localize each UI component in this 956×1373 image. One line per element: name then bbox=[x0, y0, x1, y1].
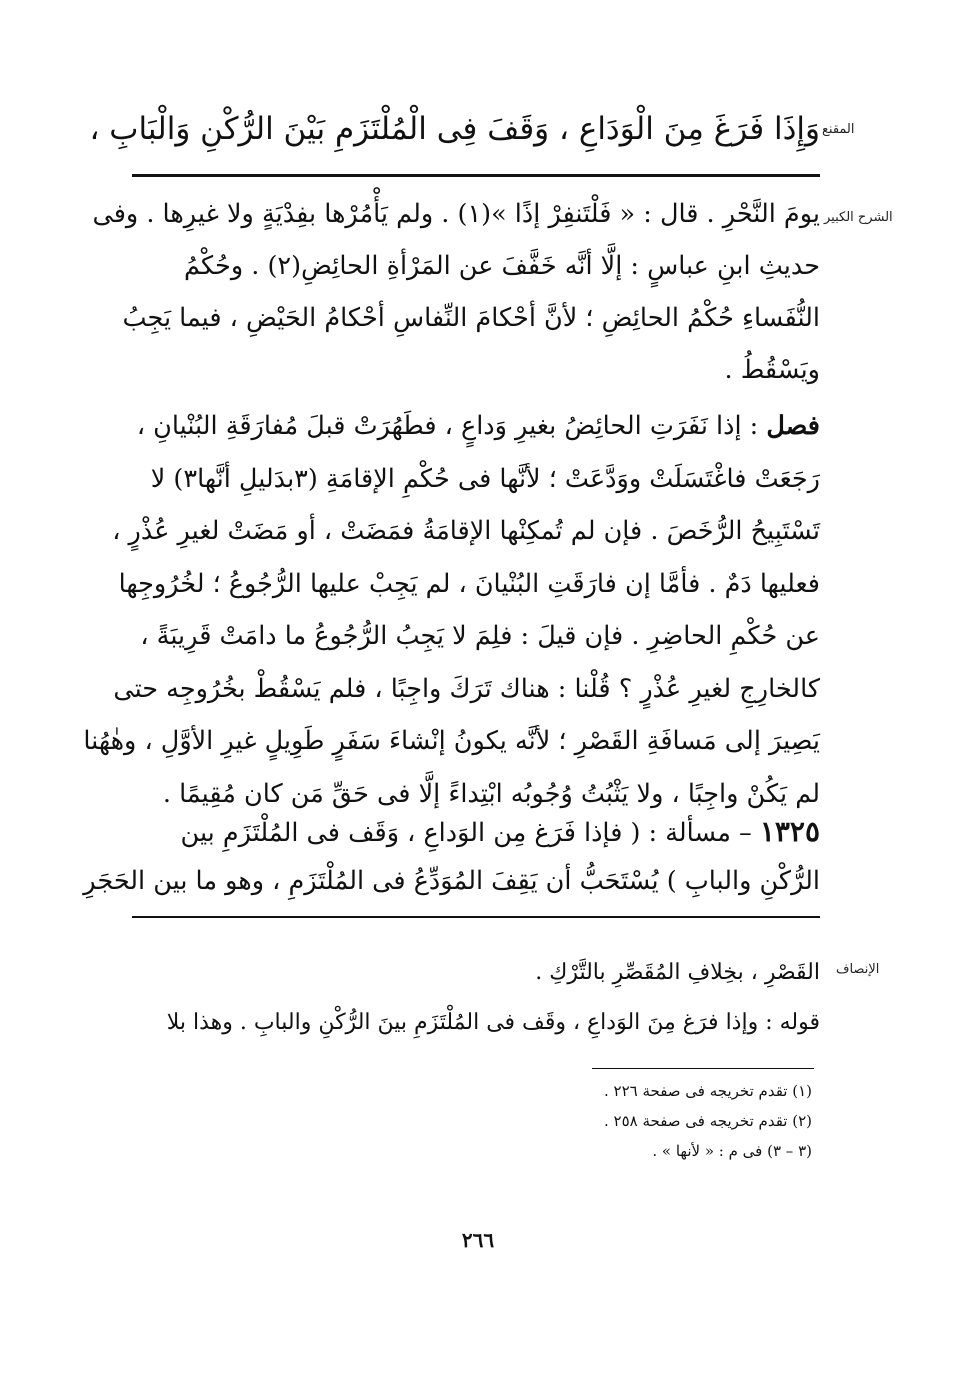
masala-line: – مسألة : ( فإذا فَرَغ مِن الوَداعِ ، وَقَف فى المُلْتَزَمِ بين bbox=[180, 818, 752, 848]
fasl-line: تَسْتَبِيحُ الرُّخَصَ . فإن لم تُمكِنْها الإقامَةُ فمَضَتْ ، أو مَضَتْ لغيرِ عُذْرٍ ، bbox=[112, 516, 820, 546]
footnotes bbox=[560, 1076, 812, 1166]
masala-line: الرُّكْنِ والبابِ ) يُسْتَحَبُّ أن يَقِفَ المُوَدِّعُ فى المُلْتَزَمِ ، وهو ما بين الحَجَرِ bbox=[83, 866, 820, 896]
fasl-line: كالخارِجِ لغيرِ عُذْرٍ ؟ قُلْنا : هناك تَرَكَ واجِبًا ، فلم يَسْقُطْ بخُرُوجِه حتى bbox=[113, 673, 820, 704]
fasl-heading: فصل bbox=[766, 411, 820, 441]
fasl-line: رَجَعَتْ فاغْتَسَلَتْ ووَدَّعَتْ ؛ لأنَّها فى حُكْمِ الإقامَةِ (٣بدَليلِ أنَّها٣) لا bbox=[150, 463, 820, 494]
fasl-text bbox=[83, 400, 820, 820]
label-muqni: المقنع bbox=[822, 122, 855, 137]
footnote: (٢) تقدم تخريجه فى صفحة ٢٥٨ . bbox=[603, 1112, 812, 1130]
footnote-rule bbox=[592, 1068, 814, 1069]
sharh-line: ويَسْقُطُ . bbox=[724, 355, 820, 385]
label-insaf: الإنصاف bbox=[836, 962, 880, 977]
insaf-line: القَصْرِ ، بخِلافِ المُقَصِّرِ بالتَّرْكِ . bbox=[535, 960, 820, 985]
masala-number: ١٣٢٥ bbox=[759, 815, 820, 848]
muqni-text bbox=[89, 98, 820, 160]
fasl-line: فعليها دَمٌ . فأمَّا إن فارَقَتِ البُنْيانَ ، لم يَجِبْ عليها الرُّجُوعُ ؛ لخُرُوجِها bbox=[118, 568, 820, 599]
masala-text bbox=[83, 808, 820, 905]
sharh-text bbox=[92, 188, 820, 396]
fasl-line: لم يَكُنْ واجِبًا ، ولا يَثْبُتُ وُجُوبُه ابْتِداءً إلَّا فى حَقِّ مَن كان مُقِيمًا . bbox=[162, 778, 820, 809]
fasl-line: يَصِيرَ إلى مَسافَةِ القَصْرِ ؛ لأنَّه يكونُ إنْشاءَ سَفَرٍ طَوِيلٍ غيرِ الأوَّلِ ، وهٰهُنا bbox=[83, 726, 820, 756]
insaf-rule bbox=[132, 916, 820, 918]
fasl-line-first bbox=[130, 400, 820, 453]
insaf-text bbox=[130, 948, 820, 1048]
heading-rule bbox=[132, 174, 820, 177]
sharh-line: يومَ النَّحْرِ . قال : « فَلْتَنفِرْ إذًا »(١) . ولم يَأْمُرْها بفِدْيَةٍ ولا غيرِها . وفى bbox=[92, 199, 820, 229]
sharh-line: حديثِ ابنِ عباسٍ : إلَّا أنَّه خَفَّفَ عن المَرْأةِ الحائِضِ(٢) . وحُكْمُ bbox=[184, 251, 820, 281]
footnote: (٣ – ٣) فى م : « لأنها » . bbox=[652, 1142, 812, 1160]
label-sharh: الشرح الكبير bbox=[824, 210, 893, 225]
footnote: (١) تقدم تخريجه فى صفحة ٢٢٦ . bbox=[603, 1082, 812, 1100]
muqni-line: وَإِذَا فَرَغَ مِنَ الْوَدَاعِ ، وَقَفَ فِى الْمُلْتَزَمِ بَيْنَ الرُّكْنِ وَالْبَابِ ، bbox=[89, 111, 820, 147]
fasl-line: عن حُكْمِ الحاضِرِ . فإن قيلَ : فلِمَ لا يَجِبُ الرُّجُوعُ ما دامَتْ قَرِيبَةً ، bbox=[140, 621, 820, 651]
page-number: ٢٦٦ bbox=[461, 1228, 495, 1252]
fasl-line: : إذا نَفَرَتِ الحائِضُ بغيرِ وَداعٍ ، فطَهُرَتْ قبلَ مُفارَقَةِ البُنْيانِ ، bbox=[136, 411, 759, 441]
insaf-line: قوله : وإذا فرَغ مِنَ الوَداعِ ، وقَف فى المُلْتَزَمِ بينَ الرُّكْنِ والبابِ . وهذا بلا bbox=[166, 1010, 820, 1035]
sharh-line: النُّفَساءِ حُكْمُ الحائِضِ ؛ لأنَّ أحْكامَ النِّفاسِ أحْكامُ الحَيْضِ ، فيما يَجِبُ bbox=[122, 303, 820, 333]
masala-line-first bbox=[130, 808, 820, 857]
